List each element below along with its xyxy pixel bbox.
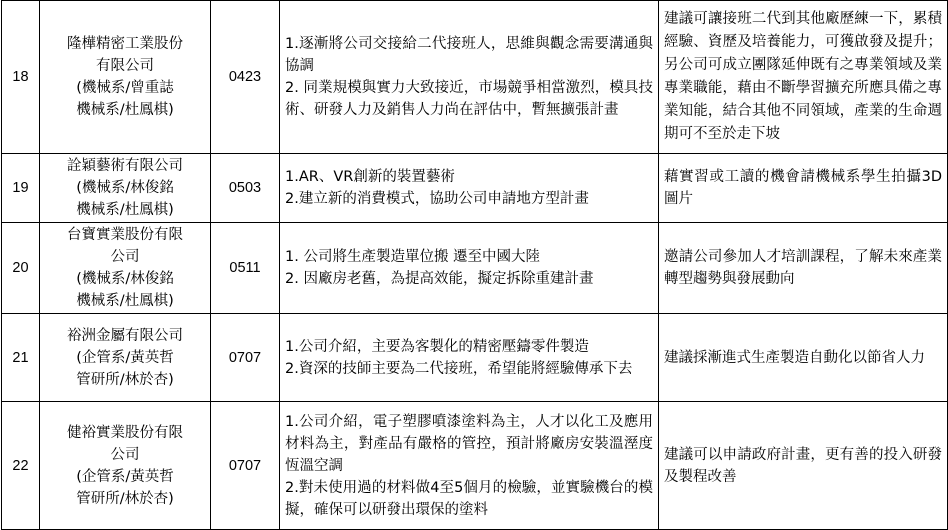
visit-content-item: 1.AR、VR創新的裝置藝術 — [285, 169, 455, 185]
company-line: (機械系/曾重誌 — [76, 80, 174, 96]
suggestion-text: 邀請公司參加人才培訓課程，了解未來產業轉型趨勢與發展動向 — [664, 249, 942, 287]
suggestion-text: 藉實習或工讀的機會請機械系學生拍攝3D圖片 — [664, 169, 942, 207]
visit-content-item: 2.建立新的消費模式，協助公司申請地方型計畫 — [285, 191, 589, 207]
visit-content-item: 1.公司介紹，電子塑膠噴漆塗料為主，人才以化工及應用材料為主，對產品有嚴格的管控，預計將廠房安裝溫溼度恆溫空調 — [285, 413, 653, 474]
suggestion-text: 建議可讓接班二代到其他廠歷練一下，累積經驗、資歷及培養能力，可獲啟發及提升；另公司可成立團隊延伸既有之專業領域及業專業職能，藉由不斷學習擴充所應具備之專業知能，結合其他不同領域，產業的生命週期可不至於走下坡 — [664, 11, 942, 142]
suggestion-cell — [659, 1, 948, 154]
visit-record-table — [1, 0, 948, 530]
suggestion-cell — [659, 223, 948, 314]
visit-content-item: 1.公司介紹，主要為客製化的精密壓鑄零件製造 — [285, 338, 589, 355]
visit-content-item: 2. 同業規模與實力大致接近，市場競爭相當激烈，模具技術、研發人力及銷售人力尚在評估中，暫無擴張計畫 — [285, 80, 653, 118]
company-line: 健裕實業股份有限 — [67, 424, 183, 441]
company-line: 機械系/杜鳳棋) — [76, 202, 174, 218]
company-line: (機械系/林俊銘 — [76, 271, 174, 287]
company-line: 公司 — [110, 249, 140, 265]
visit-date-code: 0707 — [211, 402, 280, 530]
company-line: 機械系/杜鳳棋) — [76, 293, 174, 309]
visit-content-cell — [280, 154, 659, 223]
company-line: (企管系/黃英哲 — [76, 468, 174, 485]
visit-content-cell — [280, 314, 659, 402]
row-number: 20 — [2, 223, 40, 314]
table-row — [2, 314, 948, 402]
company-line: 台寶實業股份有限 — [67, 227, 183, 243]
company-cell — [40, 1, 211, 154]
company-cell — [40, 223, 211, 314]
company-line: 有限公司 — [96, 58, 154, 74]
row-number: 22 — [2, 402, 40, 530]
suggestion-text: 建議採漸進式生產製造自動化以節省人力 — [664, 349, 925, 366]
visit-content-item: 2.對未使用過的材料做4至5個月的檢驗，並實驗機台的模擬，確保可以研發出環保的塗料 — [285, 479, 653, 518]
visit-content-item: 2. 因廠房老舊，為提高效能，擬定拆除重建計畫 — [285, 271, 594, 287]
table-row — [2, 402, 948, 530]
company-line: 機械系/杜鳳棋) — [76, 102, 174, 118]
suggestion-cell — [659, 402, 948, 530]
suggestion-cell — [659, 314, 948, 402]
company-cell — [40, 154, 211, 223]
visit-date-code: 0511 — [211, 223, 280, 314]
suggestion-cell — [659, 154, 948, 223]
visit-content-item: 1.逐漸將公司交接給二代接班人，思維與觀念需要溝通與協調 — [285, 36, 653, 74]
table-row — [2, 1, 948, 154]
visit-date-code: 0423 — [211, 1, 280, 154]
company-line: 管研所/林於杏) — [76, 490, 174, 507]
visit-date-code: 0707 — [211, 314, 280, 402]
visit-content-cell — [280, 1, 659, 154]
row-number: 19 — [2, 154, 40, 223]
company-cell — [40, 314, 211, 402]
company-line: (企管系/黃英哲 — [76, 349, 174, 366]
table-row — [2, 223, 948, 314]
table-row — [2, 154, 948, 223]
company-line: (機械系/林俊銘 — [76, 180, 174, 196]
company-cell — [40, 402, 211, 530]
suggestion-text: 建議可以申請政府計畫，更有善的投入研發及製程改善 — [664, 446, 942, 485]
row-number: 21 — [2, 314, 40, 402]
company-line: 隆樺精密工業股份 — [67, 36, 183, 52]
company-line: 詮穎藝術有限公司 — [67, 158, 183, 174]
visit-content-cell — [280, 223, 659, 314]
visit-content-item: 2.資深的技師主要為二代接班，希望能將經驗傳承下去 — [285, 360, 633, 377]
company-line: 公司 — [110, 446, 140, 463]
visit-content-item: 1. 公司將生產製造單位搬 遷至中國大陸 — [285, 249, 541, 265]
row-number: 18 — [2, 1, 40, 154]
company-line: 裕洲金屬有限公司 — [67, 327, 183, 344]
company-line: 管研所/林於杏) — [76, 371, 174, 388]
visit-date-code: 0503 — [211, 154, 280, 223]
visit-content-cell — [280, 402, 659, 530]
